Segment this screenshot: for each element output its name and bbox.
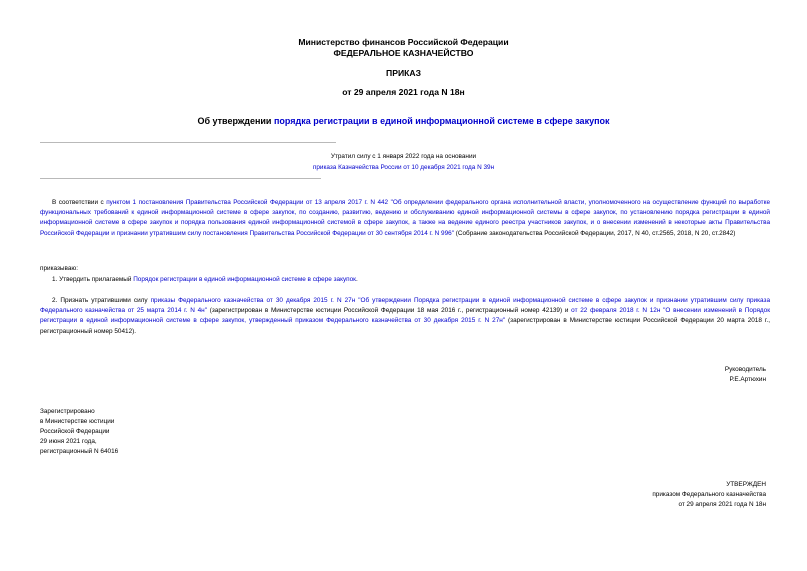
divider-bottom <box>40 178 321 179</box>
signature-name: Р.Е.Артюхин <box>729 376 766 383</box>
status-note-line1: Утратил силу с 1 января 2022 года на основании <box>330 153 477 160</box>
approval-line-2: от 29 апреля 2021 года N 18н <box>678 501 766 508</box>
approval-line-1: приказом Федерального казначейства <box>652 491 766 498</box>
item-2-text-2: (зарегистрирован в Министерстве юстиции Российской Федерации 18 мая 2016 г., регистрационный номер 42139) и <box>206 307 572 315</box>
status-note-line2 <box>0 163 807 173</box>
divider-top <box>40 142 336 143</box>
signature-position: Руководитель <box>724 366 766 373</box>
item-2-link-1[interactable]: приказы Федерального казначейства от 30 декабря 2015 г. N 27н "Об утверждении Порядка регистрации в единой информационной системе в сфере закупок и признании утратившим силу приказа Федерального казначейства от 25 марта 2014 г. N 4н" <box>40 297 770 315</box>
document-title <box>0 116 807 126</box>
registration-line-1: Зарегистрировано <box>40 408 95 415</box>
preamble-paragraph <box>40 198 770 239</box>
document-date-number: от 29 апреля 2021 года N 18н <box>342 87 465 97</box>
ministry-name: Министерство финансов Российской Федерации <box>298 37 509 47</box>
item-1-text-1: 1. Утвердить прилагаемый <box>52 276 134 283</box>
item-1-link[interactable]: Порядок регистрации в единой информационной системе в сфере закупок <box>133 276 356 283</box>
title-link[interactable]: порядка регистрации в единой информационной системе в сфере закупок <box>273 116 610 126</box>
registration-line-4: 29 июня 2021 года, <box>40 438 97 445</box>
preamble-link[interactable]: пунктом 1 постановления Правительства Российской Федерации от 13 апреля 2017 г. N 442 "Об определении федерального органа исполнительной власти, уполномоченного на осуществление функций по выработке функциональных требований к единой информационной системе в сфере закупок, по созданию, развитию, ведению и обслуживанию единой информационной системы в сфере закупок, по установлению порядка регистрации в единой информационной системе в сфере закупок и порядка пользования единой информационной системой в сфере закупок, а также на ведение единого реестра участников закупок, и о внесении изменений в некоторые акты Правительства Российской Федерации и признании утратившим силу постановления Правительства Российской Федерации от 30 сентября 2014 г. N 996" <box>40 199 770 237</box>
title-prefix: Об утверждении <box>197 116 274 126</box>
preamble-text-2: (Собрание законодательства Российской Федерации, 2017, N 40, ст.2565, 2018, N 20, ст.2842) <box>453 229 736 237</box>
registration-line-3: Российской Федерации <box>40 428 110 435</box>
registration-line-2: в Министерстве юстиции <box>40 418 115 425</box>
approval-label: УТВЕРЖДЕН <box>726 481 766 488</box>
document-type: ПРИКАЗ <box>386 68 421 78</box>
item-1 <box>40 275 770 285</box>
preamble-text-1: В соответствии с <box>52 199 107 206</box>
order-word: приказываю: <box>40 265 78 272</box>
item-2 <box>40 296 770 337</box>
item-2-text-1: 2. Признать утратившими силу <box>52 297 151 304</box>
registration-line-5: регистрационный N 64016 <box>40 448 119 455</box>
item-1-text-2: . <box>355 276 358 283</box>
item-2-text-3: (зарегистрирован в Министерстве юстиции Российской Федерации 20 марта 2018 г., регистрационный номер 50412). <box>40 317 770 335</box>
agency-name: ФЕДЕРАЛЬНОЕ КАЗНАЧЕЙСТВО <box>333 48 474 58</box>
item-2-link-2[interactable]: от 22 февраля 2018 г. N 12н "О внесении изменений в Порядок регистрации в единой информационной системе в сфере закупок, утвержденный приказом Федерального казначейства от 30 декабря 2015 г. N 27н" <box>40 307 770 325</box>
status-note-link[interactable]: приказа Казначейства России от 10 декабря 2021 года N 39н <box>312 164 495 171</box>
